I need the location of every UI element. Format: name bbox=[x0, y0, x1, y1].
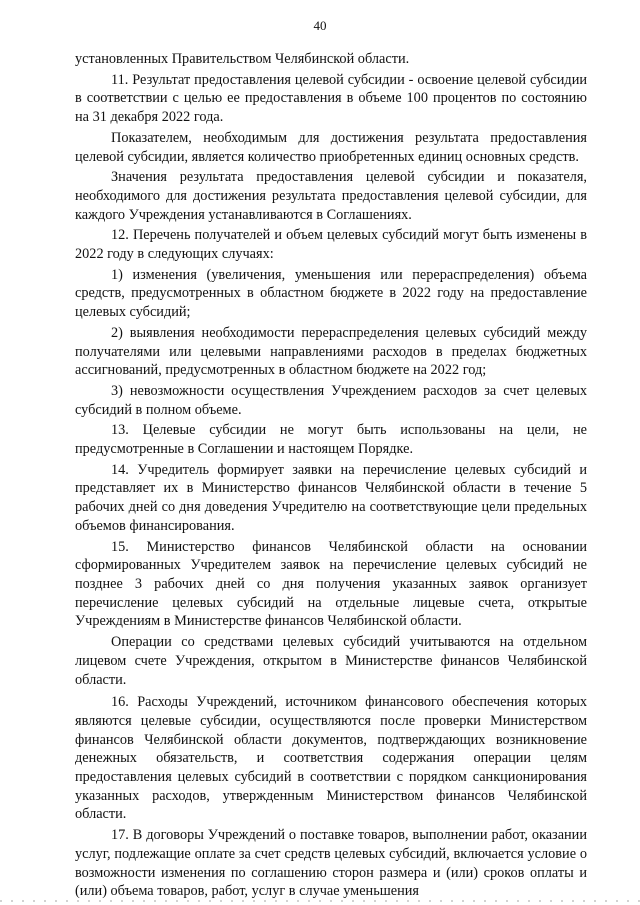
paragraph-case-1: 1) изменения (увеличения, уменьшения или перераспределения) объема средств, предусмотренных в областном бюджете в 2022 году на предоставление целевых субсидий; bbox=[75, 266, 587, 321]
paragraph-item-11: 11. Результат предоставления целевой субсидии - освоение целевой субсидии в соответствии с целью ее предоставления в объеме 100 процентов по состоянию на 31 декабря 2022 года. bbox=[75, 71, 587, 126]
paragraph-item-17: 17. В договоры Учреждений о поставке товаров, выполнении работ, оказании услуг, подлежащие оплате за счет средств целевых субсидий, включается условие о возможности изменения по соглашению сторон размера и (или) сроков оплаты и (или) объема товаров, работ, услуг в случае уменьшения bbox=[75, 827, 587, 900]
scan-artifact-line bbox=[0, 900, 640, 902]
paragraph-operations: Операции со средствами целевых субсидий учитываются на отдельном лицевом счете Учреждения, открытом в Министерстве финансов Челябинской области. bbox=[75, 634, 587, 688]
paragraph-indicator: Показателем, необходимым для достижения результата предоставления целевой субсидии, является количество приобретенных единиц основных средств. bbox=[75, 129, 587, 165]
document-body bbox=[75, 50, 587, 903]
paragraph-case-3: 3) невозможности осуществления Учреждением расходов за счет целевых субсидий в полном объеме. bbox=[75, 382, 587, 418]
paragraph-item-15: 15. Министерство финансов Челябинской области на основании сформированных Учредителем заявок на перечисление целевых субсидий не позднее 3 рабочих дней со дня получения указанных заявок организует перечисление целевых субсидий на отдельные лицевые счета, открытые Учреждениям в Министерстве финансов Челябинской области. bbox=[75, 538, 587, 630]
paragraph-item-13: 13. Целевые субсидии не могут быть использованы на цели, не предусмотренные в Соглашении и настоящем Порядке. bbox=[75, 422, 587, 458]
paragraph-item-16: 16. Расходы Учреждений, источником финансового обеспечения которых являются целевые субсидии, осуществляются после проверки Министерством финансов Челябинской области документов, подтверждающих возникновение денежных обязательств, и соответствия содержания операции целям предоставления целевых субсидий в соответствии с порядком санкционирования указанных расходов, утвержденным Министерством финансов Челябинской области. bbox=[75, 694, 587, 823]
paragraph-indicator-values: Значения результата предоставления целевой субсидии и показателя, необходимого для достижения результата предоставления целевой субсидии, для каждого Учреждения устанавливаются в Соглашениях. bbox=[75, 169, 587, 223]
page-number: 40 bbox=[313, 18, 327, 33]
paragraph-item-12: 12. Перечень получателей и объем целевых субсидий могут быть изменены в 2022 году в следующих случаях: bbox=[75, 227, 587, 263]
paragraph-case-2: 2) выявления необходимости перераспределения целевых субсидий между получателями или целевыми направлениями расходов в пределах бюджетных ассигнований, предусмотренных в областном бюджете на 2022 год; bbox=[75, 324, 587, 379]
paragraph-intro: установленных Правительством Челябинской области. bbox=[75, 51, 410, 67]
paragraph-item-14: 14. Учредитель формирует заявки на перечисление целевых субсидий и представляет их в Министерство финансов Челябинской области в течение 5 рабочих дней со дня доведения Учредителю на соответствующие цели предельных объемов финансирования. bbox=[75, 461, 587, 534]
